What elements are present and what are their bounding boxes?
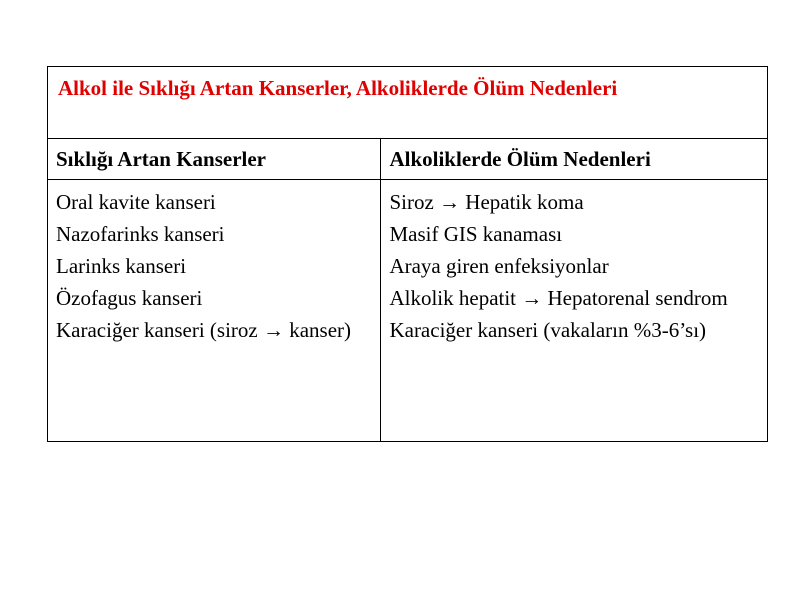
list-item: Nazofarinks kanseri (56, 222, 225, 246)
table-title: Alkol ile Sıklığı Artan Kanserler, Alkoliklerde Ölüm Nedenleri (58, 76, 618, 100)
header-cell-cancers (48, 139, 381, 180)
cancer-death-causes-table (47, 66, 768, 442)
list-item: Araya giren enfeksiyonlar (389, 254, 609, 278)
list-item: Alkolik hepatit → Hepatorenal sendrom (389, 286, 728, 310)
list-item: Karaciğer kanseri (vakaların %3-6’sı) (389, 318, 707, 342)
header-death-causes: Alkoliklerde Ölüm Nedenleri (389, 147, 651, 171)
list-item: Masif GIS kanaması (389, 222, 563, 246)
header-cancers: Sıklığı Artan Kanserler (56, 147, 266, 171)
header-row (48, 139, 768, 180)
list-item: Siroz → Hepatik koma (389, 190, 584, 214)
list-item: Larinks kanseri (56, 254, 187, 278)
death-causes-cell (381, 180, 768, 442)
title-cell (48, 67, 768, 139)
title-row (48, 67, 768, 139)
body-row (48, 180, 768, 442)
cancers-list (48, 180, 380, 346)
header-cell-death-causes (381, 139, 768, 180)
death-causes-list (381, 180, 767, 346)
list-item: Oral kavite kanseri (56, 190, 216, 214)
cancers-cell (48, 180, 381, 442)
list-item: Özofagus kanseri (56, 286, 203, 310)
list-item: Karaciğer kanseri (siroz → kanser) (56, 318, 352, 342)
